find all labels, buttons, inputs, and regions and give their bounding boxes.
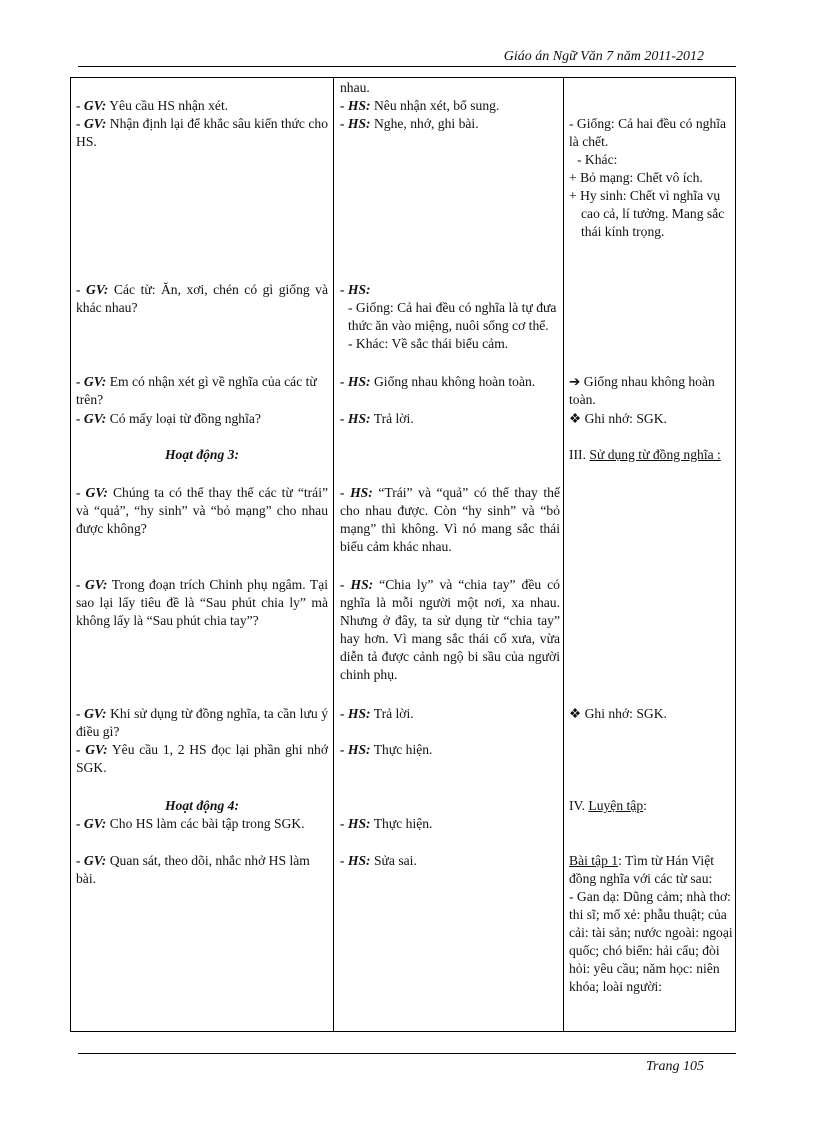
hs-line	[340, 815, 560, 833]
hs-line	[340, 852, 560, 870]
page-footer	[78, 1053, 736, 1079]
gv-text: Cho HS làm các bài tập trong SGK.	[106, 816, 305, 831]
hs-label: - HS:	[340, 485, 373, 500]
gv-text: Các từ: Ăn, xơi, chén có gì giống và khác nhau?	[76, 282, 328, 315]
exercise-title: Bài tập 1	[569, 853, 619, 868]
column-divider-1	[333, 78, 334, 1031]
hs-text: Sửa sai.	[370, 853, 417, 868]
gv-line	[76, 97, 328, 115]
gv-label: - GV:	[76, 706, 107, 721]
note-text: Giống nhau không hoàn toàn.	[569, 374, 715, 407]
arrow-right-icon: ➔	[569, 374, 581, 389]
hs-text: Nêu nhận xét, bổ sung.	[370, 98, 500, 113]
gv-line	[76, 741, 328, 777]
page-header	[78, 44, 736, 67]
hs-label: - HS:	[340, 853, 371, 868]
hs-text: “Trái” và “quả” có thể thay thế cho nhau được. Còn “hy sinh” và “bỏ mạng” thì không. Vì nó mang sắc thái biểu cảm khác nhau.	[340, 485, 560, 554]
hs-line	[340, 705, 560, 723]
gv-text: Có mấy loại từ đồng nghĩa?	[106, 411, 261, 426]
exercise-answer: - Gan dạ: Dũng cảm; nhà thơ: thi sĩ; mổ xẻ: phẫu thuật; của cải: tài sản; nước ngoài: ngoại quốc; chó biển: hải cẩu; đòi hỏi: yêu cầu; năm học: niên khóa; loài người:	[569, 889, 733, 994]
section-number: IV.	[569, 798, 589, 813]
hs-text: Thực hiện.	[370, 816, 433, 831]
hs-label: - HS:	[340, 742, 371, 757]
section-colon: :	[643, 798, 647, 813]
gv-label: - GV:	[76, 116, 107, 131]
gv-text: Khi sử dụng từ đồng nghĩa, ta cần lưu ý điều gì?	[76, 706, 328, 739]
hs-label: - HS:	[340, 706, 371, 721]
gv-text: Yêu cầu HS nhận xét.	[106, 98, 229, 113]
note-line: + Hy sinh: Chết vì nghĩa vụ cao cả, lí tưởng. Mang sắc thái kính trọng.	[569, 188, 725, 239]
note-text: Ghi nhớ: SGK.	[581, 706, 667, 721]
hs-label: - HS:	[340, 816, 371, 831]
gv-line	[76, 410, 328, 428]
column-divider-2	[563, 78, 564, 1031]
gv-label: - GV:	[76, 816, 107, 831]
hs-line	[340, 373, 560, 391]
gv-line	[76, 373, 328, 409]
gv-line	[76, 576, 328, 630]
hs-line	[340, 115, 560, 133]
hs-text: - Khác: Về sắc thái biểu cảm.	[348, 336, 509, 351]
exercise-block	[569, 852, 734, 996]
hs-label: - HS:	[340, 577, 374, 592]
gv-text: Em có nhận xét gì về nghĩa của các từ trên?	[76, 374, 317, 407]
gv-label: - GV:	[76, 853, 107, 868]
gv-label: - GV:	[76, 742, 108, 757]
hs-text: Thực hiện.	[370, 742, 433, 757]
hs-text: - Giống: Cả hai đều có nghĩa là tự đưa thức ăn vào miệng, nuôi sống cơ thể.	[348, 300, 557, 333]
hs-text: nhau.	[340, 80, 370, 95]
gv-label: - GV:	[76, 374, 107, 389]
gv-text: Trong đoạn trích Chinh phụ ngâm. Tại sao lại lấy tiêu đề là “Sau phút chia ly” mà không lấy là “Sau phút chia tay”?	[76, 577, 329, 628]
hs-label: - HS:	[340, 116, 371, 131]
hs-text: Trả lời.	[370, 411, 414, 426]
hs-line	[340, 576, 560, 684]
note-line	[569, 705, 734, 723]
diamond-bullet-icon: ❖	[569, 411, 582, 426]
gv-text: Yêu cầu 1, 2 HS đọc lại phần ghi nhớ SGK.	[76, 742, 329, 775]
note-line: + Bỏ mạng: Chết vô ích.	[569, 170, 703, 185]
hs-text: Trả lời.	[370, 706, 414, 721]
header-title: Giáo án Ngữ Văn 7 năm 2011-2012	[503, 49, 704, 64]
hs-block	[340, 281, 560, 353]
notes-block	[569, 115, 734, 241]
exercise-prompt: : Tìm từ Hán Việt đồng nghĩa với các từ sau:	[569, 853, 715, 886]
hs-line	[340, 741, 560, 759]
activity-heading: Hoạt động 4:	[164, 798, 239, 813]
hs-label: - HS:	[340, 282, 371, 297]
hs-line	[340, 410, 560, 428]
gv-line	[76, 115, 328, 151]
gv-label: - GV:	[76, 282, 109, 297]
hs-label: - HS:	[340, 411, 371, 426]
gv-text: Nhận định lại để khắc sâu kiến thức cho HS.	[76, 116, 329, 149]
note-text: Ghi nhớ: SGK.	[581, 411, 667, 426]
gv-text: Chúng ta có thể thay thế các từ “trái” và “quả”, “hy sinh” và “bỏ mạng” cho nhau được không?	[76, 485, 329, 536]
gv-line	[76, 484, 328, 538]
gv-line	[76, 815, 328, 833]
section-title: Sử dụng từ đồng nghĩa :	[589, 447, 721, 462]
hs-text: “Chia ly” và “chia tay” đều có nghĩa là mỗi người một nơi, xa nhau. Nhưng ở đây, ta sử dụng từ “chia tay” hay hơn. Vì mang sắc thái cổ xưa, vừa diễn tả được cảnh ngộ bi sầu của người chinh phụ.	[340, 577, 560, 682]
note-line: - Giống: Cả hai đều có nghĩa là chết.	[569, 116, 727, 149]
section-number: III.	[569, 447, 590, 462]
hs-line	[340, 484, 560, 556]
gv-label: - GV:	[76, 411, 107, 426]
page-number: Trang 105	[646, 1059, 704, 1074]
gv-label: - GV:	[76, 98, 107, 113]
note-line	[569, 373, 734, 409]
hs-label: - HS:	[340, 98, 371, 113]
section-title: Luyện tập	[588, 798, 644, 813]
gv-line	[76, 852, 328, 888]
hs-text: Nghe, nhớ, ghi bài.	[370, 116, 479, 131]
note-line: - Khác:	[577, 152, 618, 167]
gv-label: - GV:	[76, 577, 108, 592]
hs-text: Giống nhau không hoàn toàn.	[370, 374, 536, 389]
hs-label: - HS:	[340, 374, 371, 389]
gv-line	[76, 705, 328, 741]
section-heading	[569, 446, 734, 464]
gv-line	[76, 281, 328, 317]
gv-label: - GV:	[76, 485, 108, 500]
gv-text: Quan sát, theo dõi, nhắc nhở HS làm bài.	[76, 853, 310, 886]
activity-heading: Hoạt động 3:	[164, 447, 239, 462]
note-line	[569, 410, 734, 428]
hs-line	[340, 97, 560, 115]
section-heading	[569, 797, 734, 815]
diamond-bullet-icon: ❖	[569, 706, 582, 721]
